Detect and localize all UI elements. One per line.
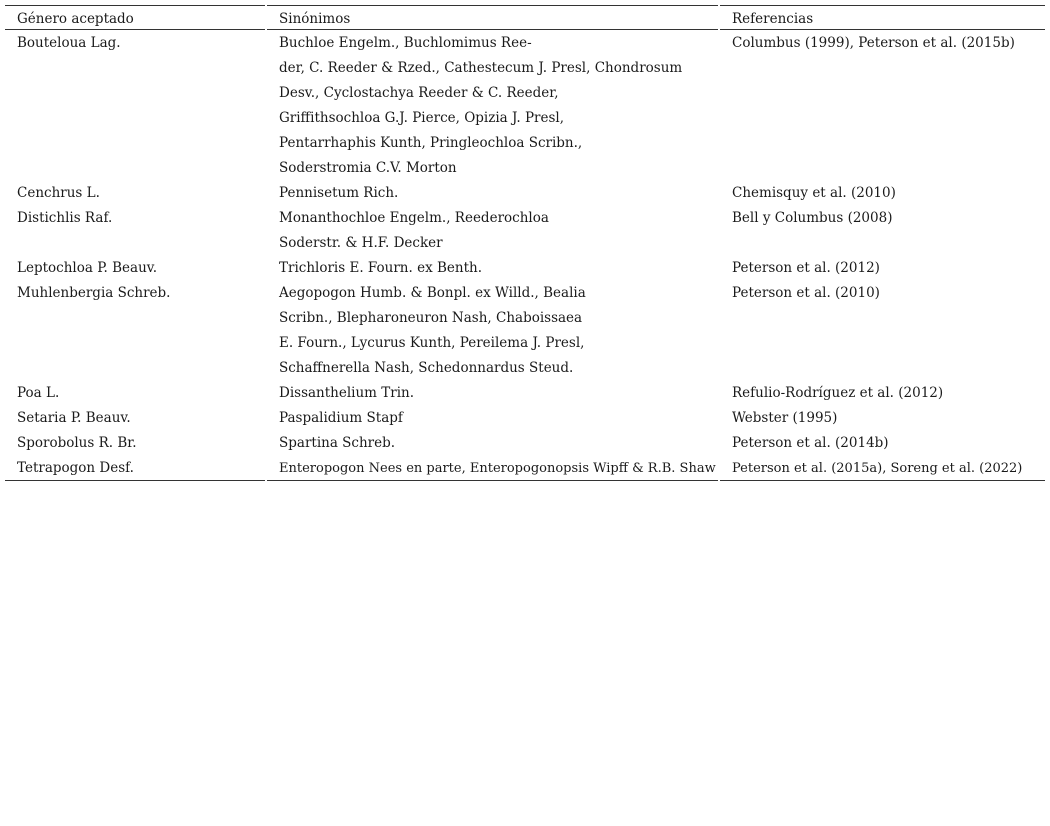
header-references: Referencias: [732, 11, 814, 27]
header-rule-references: [720, 29, 1045, 30]
table-bottom-rule-references: [720, 480, 1045, 481]
synonym-line: Schaffnerella Nash, Schedonnardus Steud.: [279, 360, 574, 376]
synonym-line: Scribn., Blepharoneuron Nash, Chaboissaea: [279, 310, 583, 326]
table-top-rule-synonyms: [267, 5, 718, 6]
reference-cell: Peterson et al. (2010): [732, 285, 880, 301]
genus-cell: Leptochloa P. Beauv.: [17, 260, 158, 276]
synonym-line: Monanthochloe Engelm., Reederochloa: [279, 210, 549, 226]
synonym-line: Dissanthelium Trin.: [279, 385, 415, 401]
reference-cell: Peterson et al. (2015a), Soreng et al. (2022): [732, 461, 1023, 476]
synonym-line: Buchloe Engelm., Buchlomimus Ree-: [279, 35, 532, 51]
reference-cell: Peterson et al. (2012): [732, 260, 880, 276]
reference-cell: Peterson et al. (2014b): [732, 435, 889, 451]
genus-cell: Tetrapogon Desf.: [17, 460, 134, 476]
synonym-line: Griffithsochloa G.J. Pierce, Opizia J. Presl,: [279, 110, 565, 126]
synonym-line: E. Fourn., Lycurus Kunth, Pereilema J. Presl,: [279, 335, 585, 351]
synonym-line: Soderstr. & H.F. Decker: [279, 235, 443, 251]
genus-cell: Distichlis Raf.: [17, 210, 113, 226]
reference-cell: Chemisquy et al. (2010): [732, 185, 896, 201]
table-top-rule-genus: [5, 5, 265, 6]
header-rule-synonyms: [267, 29, 718, 30]
synonym-line: Aegopogon Humb. & Bonpl. ex Willd., Bealia: [279, 285, 586, 301]
genus-cell: Cenchrus L.: [17, 185, 100, 201]
genus-cell: Muhlenbergia Schreb.: [17, 285, 171, 301]
synonym-line: der, C. Reeder & Rzed., Cathestecum J. Presl, Chondrosum: [279, 60, 683, 76]
reference-cell: Webster (1995): [732, 410, 838, 426]
genus-cell: Poa L.: [17, 385, 60, 401]
table-top-rule-references: [720, 5, 1045, 6]
synonym-line: Spartina Schreb.: [279, 435, 396, 451]
synonym-line: Pentarrhaphis Kunth, Pringleochloa Scribn.,: [279, 135, 583, 151]
genus-cell: Bouteloua Lag.: [17, 35, 121, 51]
genus-cell: Sporobolus R. Br.: [17, 435, 137, 451]
reference-cell: Columbus (1999), Peterson et al. (2015b): [732, 35, 1015, 51]
synonym-line: Trichloris E. Fourn. ex Benth.: [279, 260, 482, 276]
header-rule-genus: [5, 29, 265, 30]
header-genus: Género aceptado: [17, 11, 134, 27]
synonym-line: Pennisetum Rich.: [279, 185, 399, 201]
table-bottom-rule-synonyms: [267, 480, 718, 481]
reference-cell: Bell y Columbus (2008): [732, 210, 893, 226]
reference-cell: Refulio-Rodríguez et al. (2012): [732, 385, 944, 401]
header-synonyms: Sinónimos: [279, 11, 351, 27]
table-bottom-rule-genus: [5, 480, 265, 481]
synonym-line: Soderstromia C.V. Morton: [279, 160, 457, 176]
synonym-line: Enteropogon Nees en parte, Enteropogonopsis Wipff & R.B. Shaw: [279, 461, 716, 476]
synonym-line: Desv., Cyclostachya Reeder & C. Reeder,: [279, 85, 559, 101]
genus-cell: Setaria P. Beauv.: [17, 410, 131, 426]
synonym-line: Paspalidium Stapf: [279, 410, 403, 426]
